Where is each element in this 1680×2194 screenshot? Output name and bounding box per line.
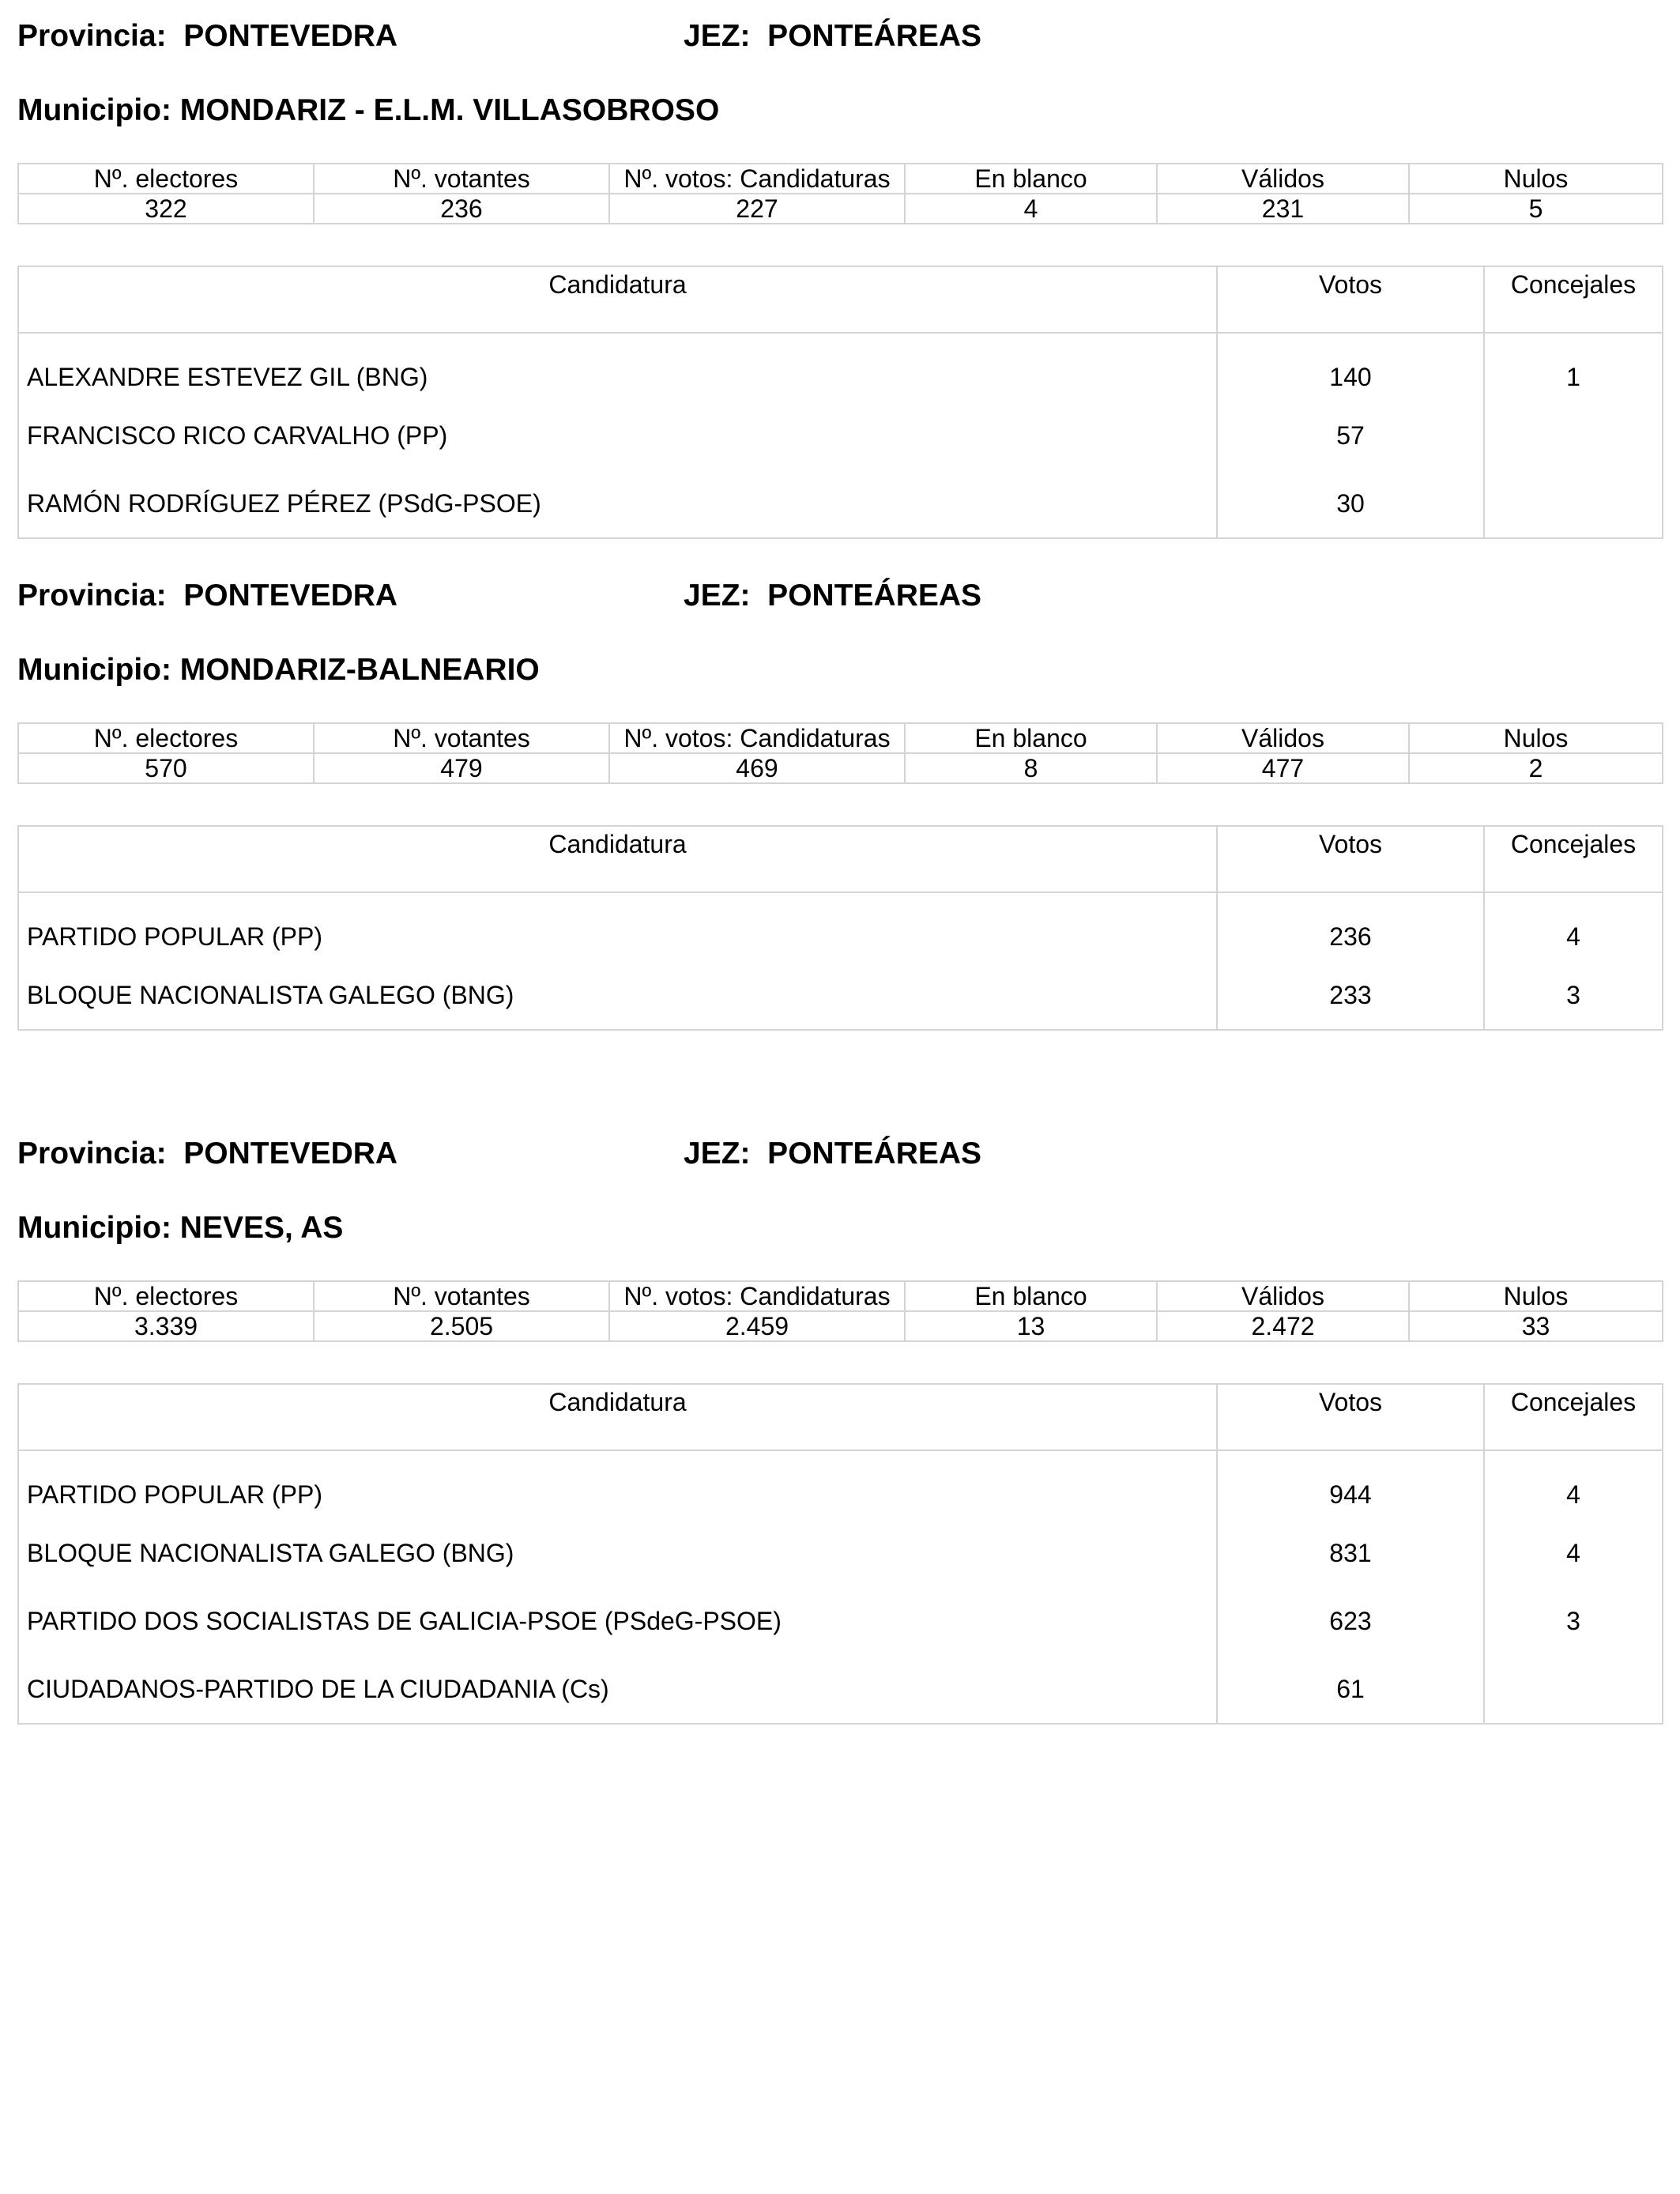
- votos-header: Votos: [1217, 1384, 1484, 1450]
- candidate-name: PARTIDO POPULAR (PP): [18, 1450, 1217, 1519]
- candidate-seats: 4: [1484, 1450, 1663, 1519]
- jez-label: JEZ: PONTEÁREAS: [684, 19, 982, 53]
- stats-header-cell: Nulos: [1409, 723, 1663, 753]
- stats-header-cell: Nº. electores: [18, 1281, 314, 1311]
- stats-header-cell: En blanco: [905, 164, 1157, 194]
- candidate-name: FRANCISCO RICO CARVALHO (PP): [18, 401, 1217, 469]
- provincia-label: Provincia: PONTEVEDRA: [17, 579, 398, 613]
- candidate-votes: 944: [1217, 1450, 1484, 1519]
- stats-value-cell: 3.339: [18, 1311, 314, 1341]
- stats-value-cell: 2.505: [314, 1311, 609, 1341]
- candidatura-header: Candidatura: [18, 1384, 1217, 1450]
- candidate-name: PARTIDO POPULAR (PP): [18, 892, 1217, 961]
- candidate-votes: 233: [1217, 961, 1484, 1030]
- stats-value-cell: 8: [905, 753, 1157, 783]
- stats-value-cell: 2.472: [1157, 1311, 1409, 1341]
- stats-table: [17, 1280, 1663, 1342]
- stats-value-cell: 322: [18, 194, 314, 224]
- stats-header-cell: Nº. electores: [18, 164, 314, 194]
- candidate-seats: 4: [1484, 892, 1663, 961]
- stats-table: [17, 722, 1663, 784]
- candidates-header-row: [18, 266, 1663, 333]
- stats-value-cell: 4: [905, 194, 1157, 224]
- stats-header-cell: Nº. votantes: [314, 723, 609, 753]
- candidate-votes: 140: [1217, 333, 1484, 401]
- table-row: [18, 1519, 1663, 1587]
- stats-value-cell: 2: [1409, 753, 1663, 783]
- provincia-label: Provincia: PONTEVEDRA: [17, 19, 398, 53]
- concejales-header: Concejales: [1484, 266, 1663, 333]
- candidate-seats: 1: [1484, 333, 1663, 401]
- stats-value-row: [18, 1311, 1663, 1341]
- stats-header-cell: Nulos: [1409, 1281, 1663, 1311]
- candidate-name: BLOQUE NACIONALISTA GALEGO (BNG): [18, 961, 1217, 1030]
- stats-table: [17, 163, 1663, 224]
- stats-header-cell: Nulos: [1409, 164, 1663, 194]
- table-row: [18, 1450, 1663, 1519]
- table-row: [18, 469, 1663, 538]
- stats-header-cell: Nº. votos: Candidaturas: [609, 164, 905, 194]
- candidates-table: [17, 266, 1663, 539]
- concejales-header: Concejales: [1484, 826, 1663, 892]
- candidate-name: CIUDADANOS-PARTIDO DE LA CIUDADANIA (Cs): [18, 1655, 1217, 1724]
- votos-header: Votos: [1217, 826, 1484, 892]
- table-row: [18, 1655, 1663, 1724]
- candidate-votes: 236: [1217, 892, 1484, 961]
- stats-value-cell: 13: [905, 1311, 1157, 1341]
- stats-header-row: [18, 1281, 1663, 1311]
- candidate-name: BLOQUE NACIONALISTA GALEGO (BNG): [18, 1519, 1217, 1587]
- stats-header-cell: En blanco: [905, 1281, 1157, 1311]
- stats-header-row: [18, 164, 1663, 194]
- candidate-seats: [1484, 401, 1663, 469]
- candidate-seats: 3: [1484, 1587, 1663, 1655]
- stats-value-cell: 231: [1157, 194, 1409, 224]
- candidates-table: [17, 825, 1663, 1031]
- table-row: [18, 401, 1663, 469]
- stats-value-cell: 477: [1157, 753, 1409, 783]
- candidate-name: ALEXANDRE ESTEVEZ GIL (BNG): [18, 333, 1217, 401]
- provincia-label: Provincia: PONTEVEDRA: [17, 1137, 398, 1171]
- candidate-seats: [1484, 1655, 1663, 1724]
- stats-value-cell: 469: [609, 753, 905, 783]
- stats-value-row: [18, 194, 1663, 224]
- stats-header-cell: Nº. votantes: [314, 1281, 609, 1311]
- candidate-votes: 61: [1217, 1655, 1484, 1724]
- stats-value-cell: 33: [1409, 1311, 1663, 1341]
- stats-header-cell: Válidos: [1157, 164, 1409, 194]
- votos-header: Votos: [1217, 266, 1484, 333]
- stats-header-cell: Nº. votos: Candidaturas: [609, 723, 905, 753]
- candidate-seats: [1484, 469, 1663, 538]
- stats-header-cell: Válidos: [1157, 723, 1409, 753]
- municipio-label: Municipio: MONDARIZ-BALNEARIO: [17, 653, 540, 687]
- stats-value-cell: 227: [609, 194, 905, 224]
- candidate-seats: 4: [1484, 1519, 1663, 1587]
- stats-value-cell: 479: [314, 753, 609, 783]
- stats-header-cell: Válidos: [1157, 1281, 1409, 1311]
- table-row: [18, 961, 1663, 1030]
- table-row: [18, 333, 1663, 401]
- municipio-label: Municipio: MONDARIZ - E.L.M. VILLASOBROSO: [17, 93, 720, 127]
- jez-label: JEZ: PONTEÁREAS: [684, 579, 982, 613]
- concejales-header: Concejales: [1484, 1384, 1663, 1450]
- stats-header-cell: En blanco: [905, 723, 1157, 753]
- candidates-table: [17, 1383, 1663, 1725]
- candidate-name: PARTIDO DOS SOCIALISTAS DE GALICIA-PSOE (PSdeG-PSOE): [18, 1587, 1217, 1655]
- stats-header-cell: Nº. electores: [18, 723, 314, 753]
- stats-header-cell: Nº. votantes: [314, 164, 609, 194]
- candidate-name: RAMÓN RODRÍGUEZ PÉREZ (PSdG-PSOE): [18, 469, 1217, 538]
- candidates-header-row: [18, 1384, 1663, 1450]
- candidate-seats: 3: [1484, 961, 1663, 1030]
- jez-label: JEZ: PONTEÁREAS: [684, 1137, 982, 1171]
- table-row: [18, 892, 1663, 961]
- stats-value-cell: 5: [1409, 194, 1663, 224]
- candidates-header-row: [18, 826, 1663, 892]
- candidate-votes: 30: [1217, 469, 1484, 538]
- stats-value-row: [18, 753, 1663, 783]
- stats-header-cell: Nº. votos: Candidaturas: [609, 1281, 905, 1311]
- stats-value-cell: 236: [314, 194, 609, 224]
- candidatura-header: Candidatura: [18, 826, 1217, 892]
- candidatura-header: Candidatura: [18, 266, 1217, 333]
- stats-header-row: [18, 723, 1663, 753]
- candidate-votes: 831: [1217, 1519, 1484, 1587]
- stats-value-cell: 570: [18, 753, 314, 783]
- table-row: [18, 1587, 1663, 1655]
- candidate-votes: 623: [1217, 1587, 1484, 1655]
- municipio-label: Municipio: NEVES, AS: [17, 1211, 344, 1245]
- stats-value-cell: 2.459: [609, 1311, 905, 1341]
- candidate-votes: 57: [1217, 401, 1484, 469]
